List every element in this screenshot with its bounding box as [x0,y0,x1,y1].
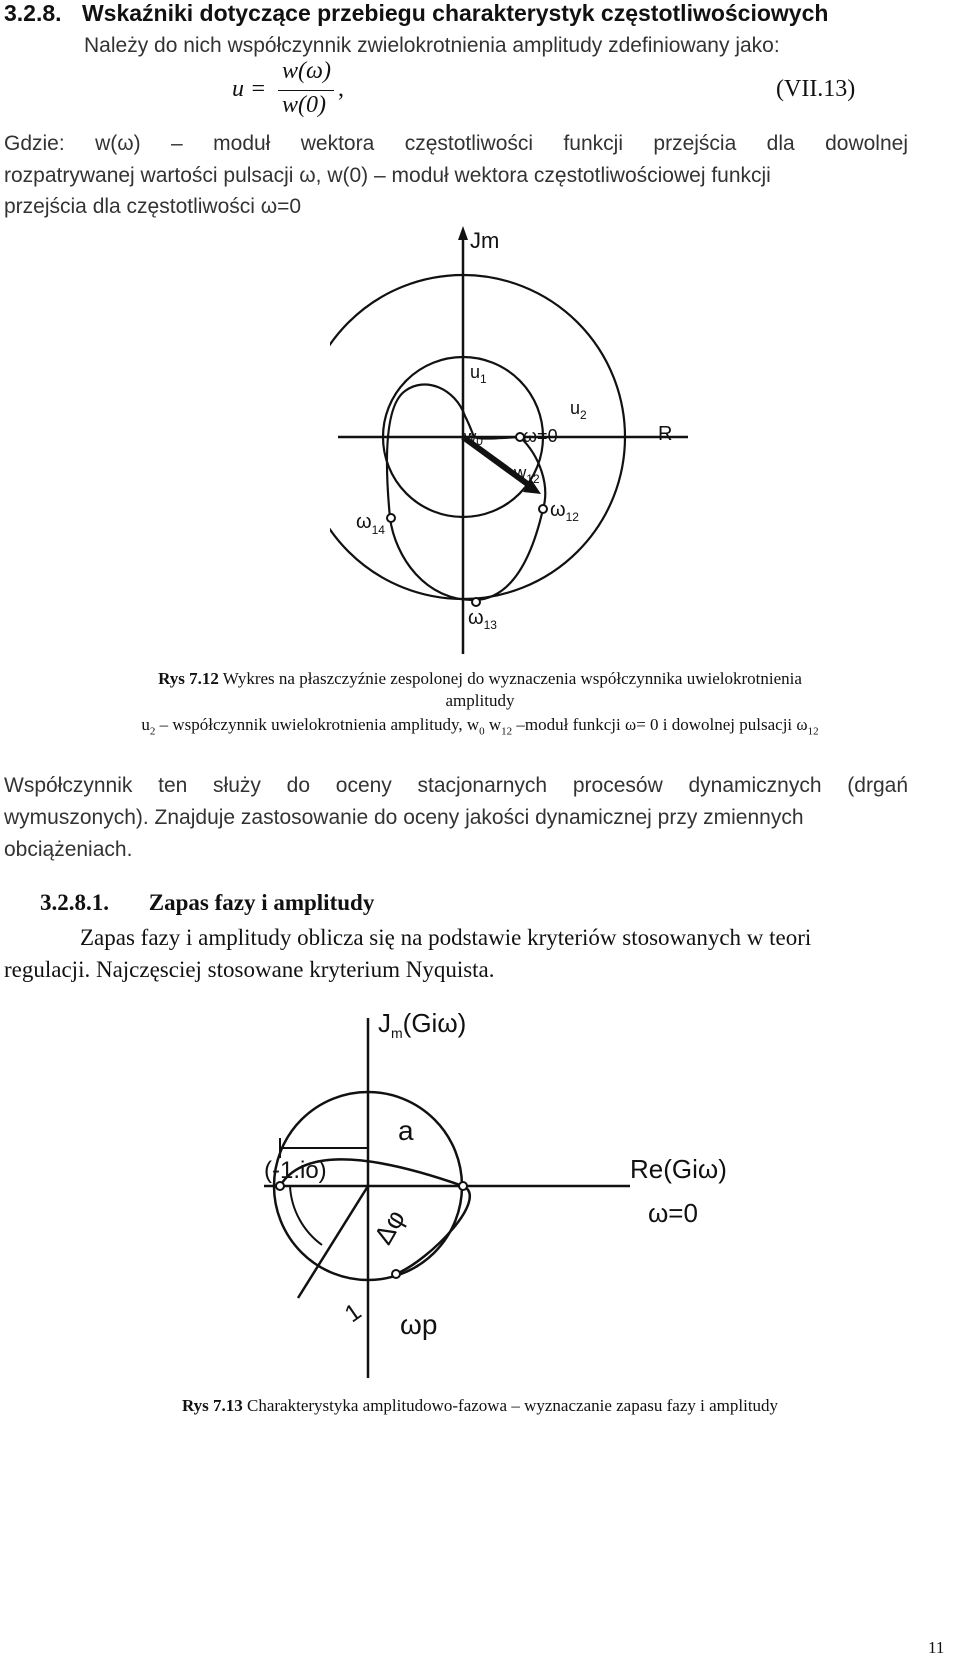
figure-7-12-caption-text: Wykres na płaszczyźnie zespolonej do wyznaczenia współczynnika uwielokrotnienia [218,669,802,688]
figure-7-13-axes [264,1018,630,1378]
label-one: 1 [339,1298,367,1329]
formula-denominator: w(0) [282,92,326,118]
definition-line-3: przejścia dla częstotliwości ω=0 [4,195,302,218]
fraction-bar [278,90,334,91]
definition-line-2: rozpatrywanej wartości pulsacji ω, w(0) – moduł wektora częstotliwościowej funkcji [4,164,771,187]
formula-lhs: u = [232,76,267,102]
point-omega14 [387,514,395,522]
figure-7-13-caption-label: Rys 7.13 [181,1396,243,1415]
label-minus-one: (-1.io) [264,1157,327,1184]
label-a: a [398,1115,414,1146]
subsection-number: 3.2.8.1. [40,890,109,915]
section-intro: Należy do nich współczynnik zwielokrotnienia amplitudy zdefiniowany jako: [84,34,780,57]
label-jm-giw: $J_m(Gi\omega)$ [378,1008,467,1041]
label-omega0: ω=0 [523,426,558,446]
label-omega0-2: ω=0 [648,1198,698,1228]
label-omega14: $\omega_{14}$ [356,511,385,537]
label-re-giw: Re(Giω) [630,1154,727,1184]
subsection-title: Zapas fazy i amplitudy [148,890,375,915]
figure-7-13-caption-text: Charakterystyka amplitudowo-fazowa – wyznaczanie zapasu fazy i amplitudy [242,1396,779,1415]
label-w12: $w_{12}$ [514,463,540,486]
paragraph-2-line-1: Współczynnik ten służy do oceny stacjonarnych procesów dynamicznych (drgań [4,774,908,797]
figure-7-12-caption-line-1 [0,668,960,690]
label-u2: $u_2$ [570,398,587,422]
point-omega13 [472,598,480,606]
figure-7-12-caption-line-3: $u_2$ – współczynnik uwielokrotnienia amplitudy, $w_0$ $w_{12}$ –moduł funkcji ω= 0 i dowolnej pulsacji $\omega_{12}$ [141,715,819,738]
section-title: Wskaźniki dotyczące przebiegu charakterystyk częstotliwościowych [81,0,829,26]
subsection-line-1: Zapas fazy i amplitudy oblicza się na podstawie kryteriów stosowanych w teori [80,925,812,950]
figure-7-12-caption-line-2: amplitudy [445,691,515,710]
formula [0,60,960,126]
section-number: 3.2.8. [4,0,62,26]
point-omega12 [539,505,547,513]
label-jm: Jm [470,228,500,253]
label-w0: w0 [464,427,483,448]
formula-numerator: w(ω) [282,58,331,84]
formula-label: (VII.13) [776,76,856,102]
subsection-line-2: regulacji. Najczęsciej stosowane kryterium Nyquista. [4,957,495,982]
label-omega13: $\omega_{13}$ [468,607,497,632]
label-omega12: $\omega_{12}$ [550,499,579,524]
definition-line-1: Gdzie: w(ω) – moduł wektora częstotliwości funkcji przejścia dla dowolnej [4,132,908,155]
label-omegap: ωp [400,1309,438,1340]
paragraph-2-line-3: obciążeniach. [4,838,133,861]
paragraph-2-line-2: wymuszonych). Znajduje zastosowanie do oceny jakości dynamicznej przy zmiennych [4,806,804,829]
figure-7-12-caption-label: Rys 7.12 [158,669,219,688]
point-omegap [392,1270,400,1278]
label-u1: $u_1$ [470,362,487,386]
radius-line [298,1186,368,1298]
figure-7-12 [330,226,710,656]
figure-7-12-caption [0,668,960,742]
subsection-heading [40,890,374,916]
section-heading [4,0,828,27]
formula-comma: , [338,76,344,102]
point-omega0-2 [459,1182,467,1190]
figure-7-13 [250,998,750,1378]
page-number: 11 [928,1638,945,1657]
imag-axis-arrow [458,226,468,240]
label-r: R [658,423,673,445]
figure-7-13-caption [0,1395,960,1417]
phase-margin-arc [290,1186,322,1245]
label-delta-phi: Δφ [367,1204,411,1250]
